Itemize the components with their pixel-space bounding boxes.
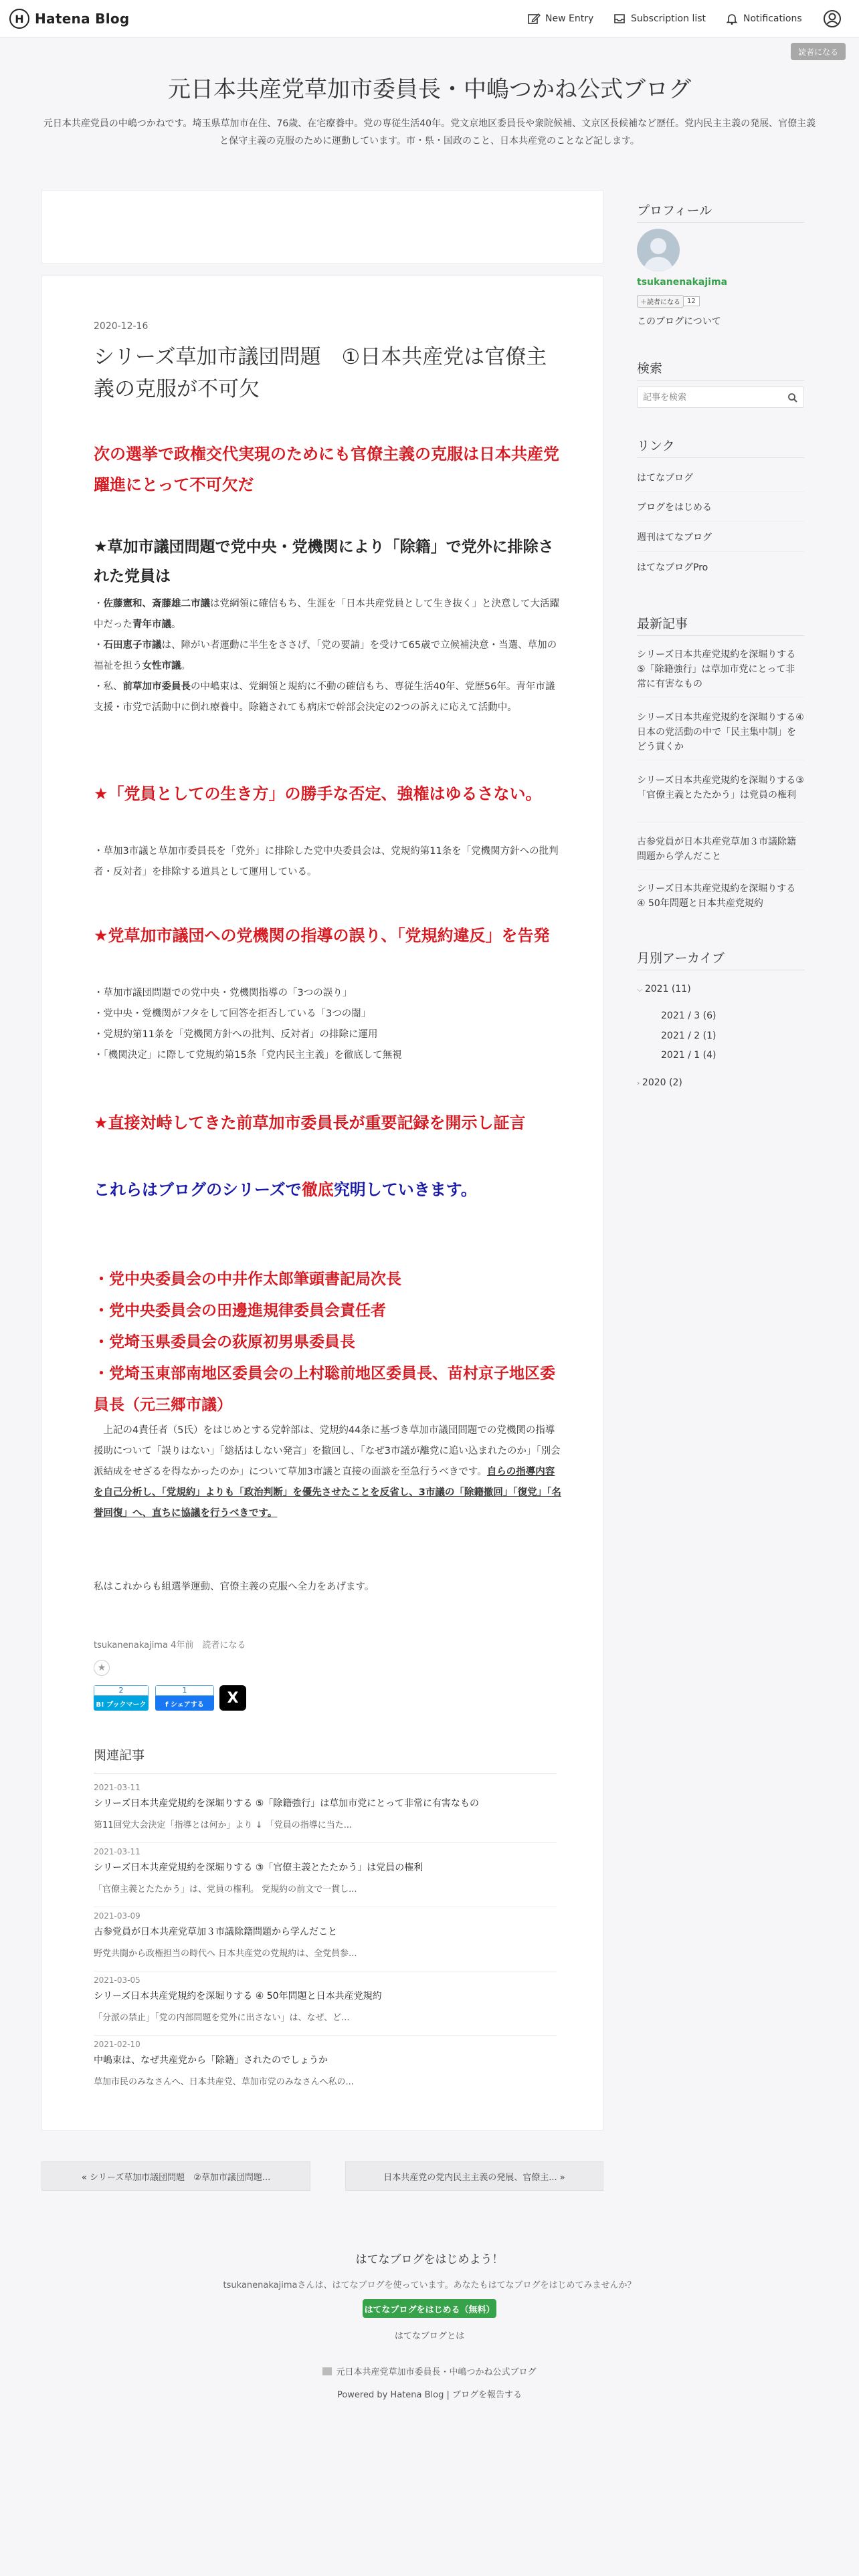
divider	[637, 521, 804, 522]
subscription-list-button[interactable]	[613, 10, 706, 27]
sidebar-link[interactable]: 週刊はてなブログ	[637, 532, 712, 543]
archive-year-label: 2020 (2)	[642, 1077, 682, 1088]
text: 究明していきます。	[333, 1180, 477, 1199]
ad-area	[41, 190, 603, 263]
search-heading: 検索	[637, 361, 663, 376]
section-heading-1: ★草加市議団問題で党中央・党機関により「除籍」で党外に排除された党員は	[94, 538, 554, 585]
recent-entries-heading: 最新記事	[637, 617, 688, 631]
related-title[interactable]: シリーズ日本共産党規約を深堀りする ③「官僚主義とたたかう」は党員の権利	[94, 1862, 423, 1873]
related-entry[interactable]	[94, 2040, 557, 2087]
user-avatar-icon	[823, 9, 842, 28]
entry-footer-meta[interactable]: tsukanenakajima 4年前 読者になる	[94, 1640, 246, 1650]
text: は、障がい者運動に半生をささげ、「党の要請」を受けて65歳で立候補決意・当選、草加の福祉を担う	[94, 640, 557, 671]
bold-text: 女性市議	[142, 661, 181, 671]
archive-year-2020[interactable]	[637, 1075, 682, 1091]
recent-entry-link[interactable]: シリーズ日本共産党規約を深堀りする③「官僚主義とたたかう」は党員の権利	[637, 775, 804, 800]
section-heading-2: ★「党員としての生き方」の勝手な否定、強権はゆるさない。	[94, 784, 542, 803]
related-entry[interactable]	[94, 1975, 557, 2023]
list-item: ・草加市議団問題での党中央・党機関指導の「3つの誤り」	[94, 988, 353, 998]
related-title[interactable]: シリーズ日本共産党規約を深堀りする ⑤「除籍強行」は草加市党にとって非常に有害なもの	[94, 1798, 480, 1809]
responsible-persons-list	[94, 1264, 562, 1421]
sidebar-link[interactable]: はてなブログ	[637, 473, 693, 484]
bookmark-label: B! ブックマーク	[94, 1696, 149, 1711]
section-heading-5	[94, 1174, 562, 1205]
facebook-count: 1	[155, 1685, 214, 1696]
list-item: ・党規約第11条を「党機関方針への批判、反対者」の排除に運用	[94, 1029, 378, 1040]
footer-heading: はてなブログをはじめよう！	[355, 2253, 504, 2266]
profile-subscribe[interactable]	[637, 294, 700, 308]
related-entries-heading: 関連記事	[94, 1748, 145, 1763]
related-date: 2021-03-11	[94, 1783, 140, 1792]
section-heading-4: ★直接対峙してきた前草加市委員長が重要記録を開示し証言	[94, 1113, 526, 1132]
star-add-button[interactable]	[94, 1660, 110, 1676]
related-snippet: 「分派の禁止」「党の内部問題を党外に出さない」は、なぜ、ど...	[94, 2013, 350, 2023]
related-date: 2021-03-05	[94, 1975, 140, 1985]
related-title[interactable]: 中嶋束は、なぜ共産党から「除籍」されたのでしょうか	[94, 2055, 328, 2066]
next-entry-link[interactable]: 日本共産党の党内民主主義の発展、官僚主... »	[345, 2161, 603, 2191]
blog-description: 元日本共産党員の中嶋つかねです。埼玉県草加市在住、76歳、在宅療養中。党の専従生活40年。党文京地区委員長や衆院候補、文京区長候補など歴任。党内民主主義の発展、官僚主義と保守主義の克服のために運動しています。市・県・国政のこと、日本共産党のことなど記します。	[43, 118, 816, 146]
bold-text: 青年市議	[132, 619, 171, 630]
start-blog-button[interactable]: はてなブログをはじめる（無料）	[363, 2299, 496, 2318]
archive-year-label: 2021 (11)	[644, 984, 691, 994]
bell-icon	[725, 12, 739, 25]
x-share-button[interactable]	[219, 1685, 246, 1711]
profile-avatar[interactable]	[637, 229, 680, 272]
related-date: 2021-03-09	[94, 1911, 140, 1921]
entry-title[interactable]: シリーズ草加市議団問題 ①日本共産党は官僚主義の克服が不可欠	[94, 345, 547, 401]
archive-year-2021[interactable]	[637, 982, 691, 997]
divider	[637, 822, 804, 823]
x-logo-icon: X	[227, 1689, 239, 1707]
recent-entry-link[interactable]: シリーズ日本共産党規約を深堀りする ⑤「除籍強行」は草加市党にとって非常に有害なもの	[637, 649, 805, 689]
divider	[94, 1842, 557, 1843]
search-box	[637, 387, 804, 408]
prev-entry-link[interactable]: « シリーズ草加市議団問題 ②草加市議団問題...	[41, 2161, 310, 2191]
default-avatar-icon	[637, 229, 680, 272]
related-snippet: 「官僚主義とたたかう」は、党員の権利。 党規約の前文で一貫し...	[94, 1885, 357, 1895]
recent-entry-link[interactable]: シリーズ日本共産党規約を深堀りする④日本の党活動の中で「民主集中制」をどう貫くか	[637, 712, 804, 752]
hatena-bookmark-button[interactable]	[94, 1685, 149, 1711]
list-item: ・「機関決定」に際して党規約第15条「党内民主主義」を徹底して無視	[94, 1050, 402, 1061]
section-heading-3: ★党草加市議団への党機関の指導の誤り、「党規約違反」を告発	[94, 926, 550, 945]
related-snippet: 野党共闘から政権担当の時代へ 日本共産党の党規約は、全党員参...	[94, 1949, 357, 1959]
paragraph-1: ・佐藤憲和、斎藤雄二市議は党綱領に確信もち、生涯を「日本共産党員として生き抜く」と決意して大活躍中だった青年市議。	[94, 599, 559, 630]
divider	[637, 635, 804, 636]
bold-text: 前草加市委員長	[122, 681, 191, 692]
divider	[637, 380, 804, 381]
inbox-icon	[613, 12, 626, 25]
subscribe-small-button[interactable]: ＋読者になる	[637, 295, 684, 308]
facebook-share-button[interactable]	[155, 1685, 214, 1711]
new-entry-button[interactable]	[527, 10, 593, 27]
recent-entry-link[interactable]: シリーズ日本共産党規約を深堀りする ④ 50年問題と日本共産党規約	[637, 883, 805, 909]
notifications-label: Notifications	[743, 13, 802, 24]
related-date: 2021-02-10	[94, 2040, 140, 2049]
pencil-icon	[527, 12, 541, 25]
list-item: ・党中央委員会の中井作太郎筆頭書記局次長	[94, 1271, 401, 1288]
section-1-body	[94, 594, 562, 718]
notifications-button[interactable]	[725, 10, 802, 27]
subscribe-label: 読者になる	[647, 298, 680, 306]
list-item: ・党中央・党機関がフタをして回答を拒否している「3つの闇」	[94, 1008, 371, 1019]
subscribe-button[interactable]: 読者になる	[791, 43, 846, 60]
list-item: ・党埼玉東部南地区委員会の上村聡前地区委員長、苗村京子地区委員長（元三郷市議）	[94, 1365, 555, 1414]
powered-by[interactable]: Powered by Hatena Blog | ブログを報告する	[337, 2390, 522, 2400]
bold-underlined-text: 自らの指導内容を自己分析し、「党規約」よりも「政治判断」を優先させたことを反省し、3市議の「除籍撤回」「復党」「名誉回復」へ、直ちに協議を行うべきです。	[94, 1467, 561, 1519]
hatena-blog-logo[interactable]	[9, 8, 130, 29]
related-entry[interactable]	[94, 1847, 557, 1895]
hatena-logo-icon: H	[9, 9, 29, 29]
divider	[637, 551, 804, 552]
top-bar	[0, 0, 859, 37]
about-hatena-blog-link[interactable]: はてなブログとは	[394, 2331, 465, 2341]
related-snippet: 第11回党大会決定「指導とは何か」より ↓ 「党員の指導に当た...	[94, 1820, 353, 1830]
bookmark-count: 2	[94, 1685, 149, 1696]
profile-username[interactable]: tsukanenakajima	[637, 277, 728, 288]
search-icon[interactable]	[787, 393, 798, 403]
related-snippet: 草加市民のみなさんへ、日本共産党、草加市党のみなさんへ私の...	[94, 2077, 354, 2087]
related-entry[interactable]	[94, 1911, 557, 1959]
chevron-right-icon: ›	[637, 1079, 642, 1087]
sidebar-link[interactable]: ブログをはじめる	[637, 502, 712, 513]
footer-message: tsukanenakajimaさんは、はてなブログを使っています。あなたもはてなブログをはじめてみませんか？	[223, 2280, 636, 2290]
links-heading: リンク	[637, 439, 675, 453]
facebook-label: f シェアする	[155, 1696, 214, 1711]
list-item: ・党埼玉県委員会の荻原初男県委員長	[94, 1333, 355, 1351]
about-blog-link[interactable]: このブログについて	[637, 316, 721, 327]
section-3-list	[94, 983, 562, 1066]
blog-favicon-icon	[322, 2367, 332, 2375]
divider	[94, 2035, 557, 2036]
profile-heading: プロフィール	[637, 203, 712, 218]
subscriber-count: 12	[684, 296, 700, 306]
blog-title[interactable]: 元日本共産党草加市委員長・中嶋つかね公式ブログ	[168, 76, 691, 103]
bold-text: 佐藤憲和、斎藤雄二市議	[103, 599, 210, 609]
emphasis-text: 徹底	[301, 1180, 334, 1199]
star-icon: ★	[97, 1662, 106, 1673]
related-title[interactable]: 古参党員が日本共産党草加３市議除籍問題から学んだこと	[94, 1927, 337, 1937]
logo-text: Hatena Blog	[35, 11, 130, 27]
sidebar-link[interactable]: はてなブログPro	[637, 562, 708, 573]
user-menu-button[interactable]	[823, 9, 842, 31]
divider	[637, 457, 804, 458]
list-item: ・党中央委員会の田邊進規律委員会責任者	[94, 1302, 386, 1319]
subscription-list-label: Subscription list	[631, 13, 706, 24]
text: 上記の4責任者（5氏）をはじめとする党幹部は、党規約44条に基づき草加市議団問題での党機関の指導援助について「誤りはない」「総括はしない発言」を撤回し、「なぜ3市議が離党に追い込まれたのか」「別会派結成をせざるを得なかったのか」について草加3市議と直接の面談を至急行うべきです。	[94, 1425, 561, 1477]
final-paragraph: 私はこれからも組選挙運動、官僚主義の克服へ全力をあげます。	[94, 1582, 375, 1592]
archive-month[interactable]: 2021 / 3 (6)	[661, 1010, 717, 1021]
archive-heading: 月別アーカイブ	[637, 951, 725, 966]
chevron-down-icon: ⌵	[637, 985, 645, 994]
related-entry[interactable]	[94, 1783, 557, 1830]
new-entry-label: New Entry	[545, 13, 594, 24]
bold-text: 石田恵子市議	[103, 640, 162, 651]
footer-blog-link[interactable]	[0, 2365, 859, 2377]
paragraph-2: ・石田恵子市議は、障がい者運動に半生をささげ、「党の要請」を受けて65歳で立候補決意・当選、草加の福祉を担う女性市議。	[94, 640, 557, 671]
section-2-body: ・草加3市議と草加市委員長を「党外」に排除した党中央委員会は、党規約第11条を「党機関方針への批判者・反対者」を排除する道具として運用している。	[94, 846, 559, 877]
closing-paragraph	[94, 1420, 562, 1524]
archive-month[interactable]: 2021 / 1 (4)	[661, 1050, 717, 1061]
divider	[637, 222, 804, 223]
text: の中嶋束は、党綱領と規約に不動の確信もち、専従生活40年、党歴56年。青年市議支援・市党で活動中に倒れ療養中。除籍されても病床で幹部会決定の2つの訴えに応えて活動中。	[94, 681, 555, 713]
text: は党綱領に確信もち、生涯を「日本共産党員として生き抜く」と決意して大活躍中だった	[94, 599, 559, 630]
related-date: 2021-03-11	[94, 1847, 140, 1856]
recent-entry-link[interactable]: 古参党員が日本共産党草加３市議除籍問題から学んだこと	[637, 837, 796, 862]
footer-blog-title: 元日本共産党草加市委員長・中嶋つかね公式ブログ	[336, 2367, 537, 2377]
archive-month[interactable]: 2021 / 2 (1)	[661, 1031, 717, 1041]
divider	[637, 869, 804, 870]
entry-lead: 次の選挙で政権交代実現のためにも官僚主義の克服は日本共産党躍進にとって不可欠だ	[94, 445, 559, 494]
text: これらはブログのシリーズで	[94, 1180, 302, 1199]
paragraph-3: ・私、前草加市委員長の中嶋束は、党綱領と規約に不動の確信もち、専従生活40年、党歴56年。青年市議支援・市党で活動中に倒れ療養中。除籍されても病床で幹部会決定の2つの訴えに応えて活動中。	[94, 681, 555, 713]
related-title[interactable]: シリーズ日本共産党規約を深堀りする ④ 50年問題と日本共産党規約	[94, 1991, 382, 2002]
search-input[interactable]	[638, 387, 778, 407]
entry-date[interactable]: 2020-12-16	[94, 321, 149, 332]
